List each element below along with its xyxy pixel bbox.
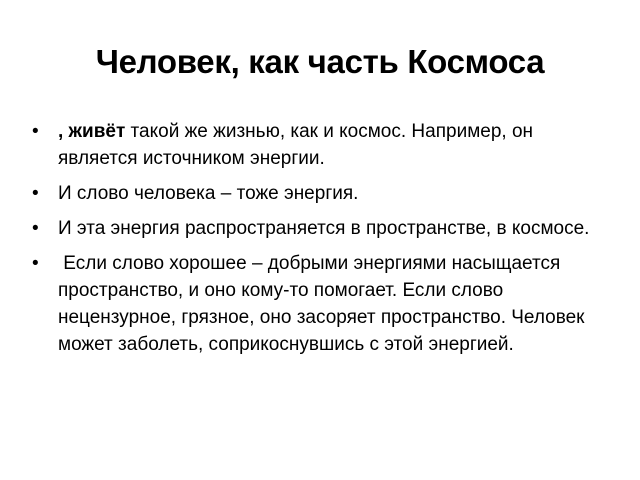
bullet-text: такой же жизнью, как и космос. Например, он является источником энергии. [58,121,534,169]
list-item [32,180,602,207]
bullet-text: Если слово хорошее – добрыми энергиями насыщается пространство, и оно кому-то помогает. Если слово нецензурное, грязное, оно засоряет пространство. Человек может заболеть, соприкоснувшись с этой энергией. [58,253,590,355]
bullet-icon: • [32,218,39,239]
bullet-text: И эта энергия распространяется в пространстве, в космосе. [58,218,590,239]
bullet-list [32,118,602,366]
list-item [32,118,602,172]
list-item [32,215,602,242]
bullet-text: И слово человека – тоже энергия. [58,183,359,204]
bullet-icon: • [32,121,39,142]
slide-title: Человек, как часть Космоса [95,43,545,80]
bullet-icon: • [32,253,39,274]
bullet-icon: • [32,183,39,204]
list-item [32,250,602,358]
bullet-bold-text: , живёт [58,121,126,142]
